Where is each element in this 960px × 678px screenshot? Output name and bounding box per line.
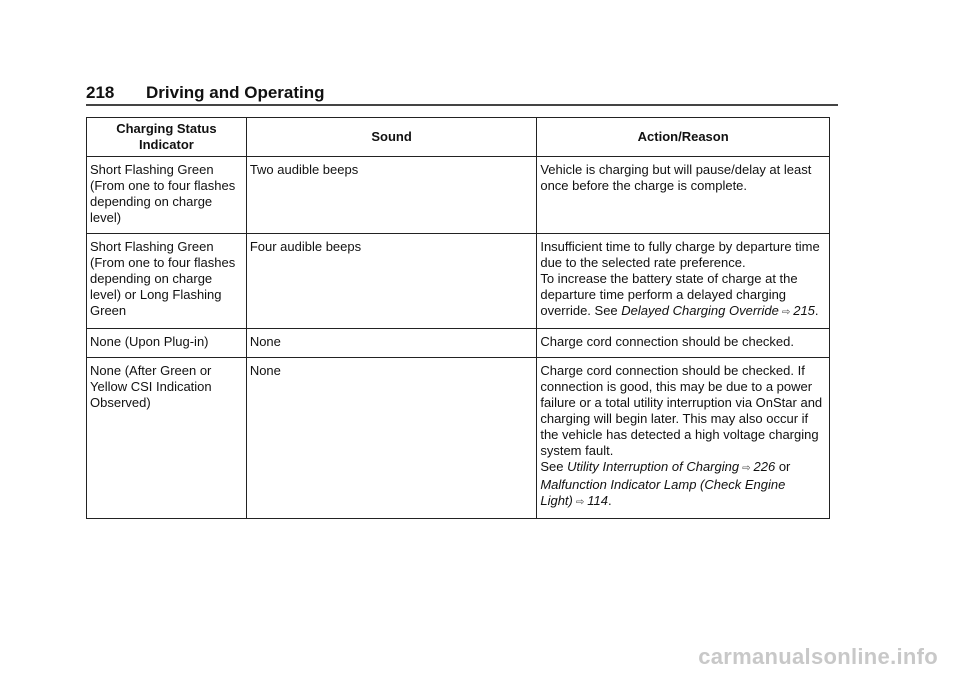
action-text: To increase the battery state of charge at the departure time perform a delayed charging override. See [540, 271, 798, 318]
cross-reference-link[interactable] [621, 303, 815, 318]
sound-cell: None [246, 358, 537, 519]
ref-page: 114 [587, 493, 608, 508]
indicator-cell: None (After Green or Yellow CSI Indication Observed) [87, 358, 247, 519]
ref-page: 215 [793, 303, 815, 318]
header-action: Action/Reason [537, 118, 830, 157]
table-row [87, 358, 830, 519]
page-arrow-icon: ⇨ [575, 497, 585, 508]
sound-cell: Two audible beeps [246, 157, 537, 234]
indicator-cell: None (Upon Plug-in) [87, 329, 247, 358]
or-text: or [778, 459, 791, 474]
watermark-text: carmanualsonline.info [698, 644, 938, 669]
header-sound: Sound [246, 118, 537, 157]
sound-cell: Four audible beeps [246, 234, 537, 329]
action-cell: Vehicle is charging but will pause/delay at least once before the charge is complete. [537, 157, 830, 234]
see-text: See [540, 459, 564, 474]
header-indicator: Charging Status Indicator [87, 118, 247, 157]
action-cell [537, 358, 830, 519]
page-number: 218 [86, 83, 115, 102]
table-row [87, 329, 830, 358]
table-row [87, 157, 830, 234]
page-arrow-icon: ⇨ [742, 463, 751, 474]
period: . [608, 493, 612, 508]
action-cell: Charge cord connection should be checked. [537, 329, 830, 358]
ref-title: Delayed Charging Override [621, 303, 779, 318]
action-text: Insufficient time to fully charge by departure time due to the selected rate preference. [540, 239, 820, 270]
sound-cell: None [246, 329, 537, 358]
cross-reference-link[interactable] [540, 477, 785, 508]
table-header-row [87, 118, 830, 157]
ref-title: Utility Interruption of Charging [567, 459, 740, 474]
table-row [87, 234, 830, 329]
ref-page: 226 [753, 459, 776, 474]
ref-title: Malfunction Indicator Lamp (Check Engine Light) [540, 477, 786, 508]
action-cell [537, 234, 830, 329]
period: . [814, 303, 819, 318]
indicator-cell: Short Flashing Green (From one to four flashes depending on charge level) [87, 157, 247, 234]
charging-status-table [86, 117, 830, 519]
indicator-cell: Short Flashing Green (From one to four flashes depending on charge level) or Long Flashing Green [87, 234, 247, 329]
page-header [86, 83, 838, 106]
action-text: Charge cord connection should be checked. If connection is good, this may be due to a power failure or a total utility interruption via OnStar and charging will begin later. This may also occur if the vehicle has detected a high voltage charging system fault. [540, 363, 823, 458]
page-arrow-icon: ⇨ [781, 307, 791, 318]
cross-reference-link[interactable] [567, 459, 775, 474]
section-title: Driving and Operating [146, 83, 325, 102]
